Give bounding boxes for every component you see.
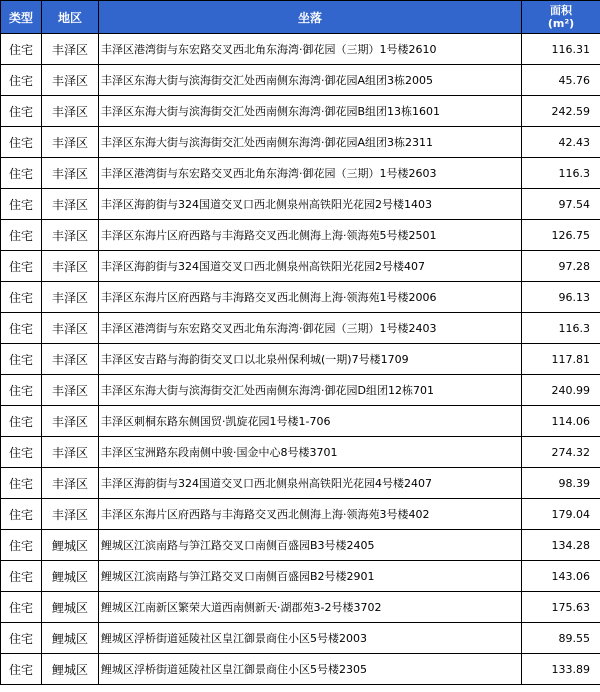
cell-type: 住宅 bbox=[1, 282, 42, 313]
cell-district: 鲤城区 bbox=[42, 623, 99, 654]
table-body bbox=[1, 34, 600, 685]
cell-area: 45.76 bbox=[522, 65, 600, 96]
cell-address: 丰泽区刺桐东路东侧国贸·凯旋花园1号楼1-706 bbox=[99, 406, 522, 437]
cell-district: 丰泽区 bbox=[42, 65, 99, 96]
cell-address: 丰泽区东海大街与滨海街交汇处西南侧东海湾·御花园B组团13栋1601 bbox=[99, 96, 522, 127]
cell-type: 住宅 bbox=[1, 34, 42, 65]
cell-area: 98.39 bbox=[522, 468, 600, 499]
cell-area: 242.59 bbox=[522, 96, 600, 127]
cell-address: 丰泽区东海大街与滨海街交汇处西南侧东海湾·御花园A组团3栋2311 bbox=[99, 127, 522, 158]
cell-area: 133.89 bbox=[522, 654, 600, 685]
cell-district: 丰泽区 bbox=[42, 220, 99, 251]
cell-area: 114.06 bbox=[522, 406, 600, 437]
header-address: 坐落 bbox=[99, 1, 522, 34]
cell-district: 丰泽区 bbox=[42, 251, 99, 282]
table-row bbox=[1, 375, 600, 406]
cell-district: 丰泽区 bbox=[42, 158, 99, 189]
cell-address: 丰泽区东海大街与滨海街交汇处西南侧东海湾·御花园D组团12栋701 bbox=[99, 375, 522, 406]
cell-address: 丰泽区海韵街与324国道交叉口西北侧泉州高铁阳光花园4号楼2407 bbox=[99, 468, 522, 499]
cell-area: 240.99 bbox=[522, 375, 600, 406]
cell-type: 住宅 bbox=[1, 623, 42, 654]
cell-area: 117.81 bbox=[522, 344, 600, 375]
header-district: 地区 bbox=[42, 1, 99, 34]
cell-type: 住宅 bbox=[1, 437, 42, 468]
cell-address: 丰泽区港湾街与东宏路交叉西北角东海湾·御花园（三期）1号楼2603 bbox=[99, 158, 522, 189]
cell-area: 97.54 bbox=[522, 189, 600, 220]
table-row bbox=[1, 282, 600, 313]
cell-type: 住宅 bbox=[1, 96, 42, 127]
cell-district: 丰泽区 bbox=[42, 468, 99, 499]
table-row bbox=[1, 127, 600, 158]
cell-district: 丰泽区 bbox=[42, 189, 99, 220]
cell-address: 鲤城区江滨南路与笋江路交叉口南侧百盛园B3号楼2405 bbox=[99, 530, 522, 561]
cell-address: 丰泽区宝洲路东段南侧中骏·国金中心8号楼3701 bbox=[99, 437, 522, 468]
cell-district: 丰泽区 bbox=[42, 34, 99, 65]
header-area-unit: (m²) bbox=[547, 17, 575, 30]
table-row bbox=[1, 34, 600, 65]
table-row bbox=[1, 220, 600, 251]
cell-area: 97.28 bbox=[522, 251, 600, 282]
header-area bbox=[522, 1, 600, 34]
table-header bbox=[1, 1, 600, 34]
cell-type: 住宅 bbox=[1, 530, 42, 561]
header-row bbox=[1, 1, 600, 34]
table-row bbox=[1, 530, 600, 561]
cell-type: 住宅 bbox=[1, 189, 42, 220]
cell-district: 丰泽区 bbox=[42, 96, 99, 127]
cell-area: 126.75 bbox=[522, 220, 600, 251]
table-row bbox=[1, 251, 600, 282]
table-row bbox=[1, 65, 600, 96]
table-row bbox=[1, 158, 600, 189]
table-row bbox=[1, 96, 600, 127]
cell-type: 住宅 bbox=[1, 158, 42, 189]
table-row bbox=[1, 313, 600, 344]
cell-area: 175.63 bbox=[522, 592, 600, 623]
table-row bbox=[1, 189, 600, 220]
cell-address: 鲤城区江南新区繁荣大道西南侧新天·湖郡苑3-2号楼3702 bbox=[99, 592, 522, 623]
cell-address: 鲤城区江滨南路与笋江路交叉口南侧百盛园B2号楼2901 bbox=[99, 561, 522, 592]
cell-address: 丰泽区东海片区府西路与丰海路交叉西北侧海上海·领海苑1号楼2006 bbox=[99, 282, 522, 313]
table-row bbox=[1, 654, 600, 685]
cell-area: 96.13 bbox=[522, 282, 600, 313]
cell-district: 鲤城区 bbox=[42, 561, 99, 592]
cell-address: 鲤城区浮桥街道延陵社区皇江御景商住小区5号楼2003 bbox=[99, 623, 522, 654]
cell-district: 丰泽区 bbox=[42, 375, 99, 406]
cell-address: 丰泽区东海片区府西路与丰海路交叉西北侧海上海·领海苑3号楼402 bbox=[99, 499, 522, 530]
table-row bbox=[1, 499, 600, 530]
cell-district: 鲤城区 bbox=[42, 530, 99, 561]
cell-address: 丰泽区东海片区府西路与丰海路交叉西北侧海上海·领海苑5号楼2501 bbox=[99, 220, 522, 251]
cell-area: 116.31 bbox=[522, 34, 600, 65]
cell-district: 丰泽区 bbox=[42, 344, 99, 375]
cell-type: 住宅 bbox=[1, 65, 42, 96]
cell-type: 住宅 bbox=[1, 220, 42, 251]
cell-district: 丰泽区 bbox=[42, 282, 99, 313]
table-row bbox=[1, 561, 600, 592]
cell-district: 丰泽区 bbox=[42, 437, 99, 468]
cell-address: 丰泽区海韵街与324国道交叉口西北侧泉州高铁阳光花园2号楼1403 bbox=[99, 189, 522, 220]
cell-type: 住宅 bbox=[1, 468, 42, 499]
cell-area: 179.04 bbox=[522, 499, 600, 530]
table-row bbox=[1, 623, 600, 654]
cell-type: 住宅 bbox=[1, 499, 42, 530]
cell-district: 丰泽区 bbox=[42, 499, 99, 530]
cell-district: 鲤城区 bbox=[42, 592, 99, 623]
cell-area: 116.3 bbox=[522, 158, 600, 189]
cell-type: 住宅 bbox=[1, 127, 42, 158]
cell-area: 143.06 bbox=[522, 561, 600, 592]
cell-area: 89.55 bbox=[522, 623, 600, 654]
cell-area: 134.28 bbox=[522, 530, 600, 561]
header-area-label: 面积 bbox=[550, 4, 572, 17]
cell-type: 住宅 bbox=[1, 592, 42, 623]
cell-area: 42.43 bbox=[522, 127, 600, 158]
cell-type: 住宅 bbox=[1, 313, 42, 344]
cell-area: 116.3 bbox=[522, 313, 600, 344]
table-row bbox=[1, 406, 600, 437]
table-row bbox=[1, 468, 600, 499]
cell-district: 丰泽区 bbox=[42, 406, 99, 437]
cell-address: 丰泽区港湾街与东宏路交叉西北角东海湾·御花园（三期）1号楼2610 bbox=[99, 34, 522, 65]
cell-type: 住宅 bbox=[1, 654, 42, 685]
header-type: 类型 bbox=[1, 1, 42, 34]
table-row bbox=[1, 344, 600, 375]
cell-address: 丰泽区东海大街与滨海街交汇处西南侧东海湾·御花园A组团3栋2005 bbox=[99, 65, 522, 96]
table-row bbox=[1, 592, 600, 623]
cell-district: 鲤城区 bbox=[42, 654, 99, 685]
cell-type: 住宅 bbox=[1, 375, 42, 406]
cell-district: 丰泽区 bbox=[42, 127, 99, 158]
cell-type: 住宅 bbox=[1, 406, 42, 437]
cell-address: 鲤城区浮桥街道延陵社区皇江御景商住小区5号楼2305 bbox=[99, 654, 522, 685]
cell-district: 丰泽区 bbox=[42, 313, 99, 344]
cell-type: 住宅 bbox=[1, 251, 42, 282]
cell-area: 274.32 bbox=[522, 437, 600, 468]
cell-type: 住宅 bbox=[1, 344, 42, 375]
table-row bbox=[1, 437, 600, 468]
cell-address: 丰泽区港湾街与东宏路交叉西北角东海湾·御花园（三期）1号楼2403 bbox=[99, 313, 522, 344]
cell-address: 丰泽区安吉路与海韵街交叉口以北泉州保利城(一期)7号楼1709 bbox=[99, 344, 522, 375]
cell-type: 住宅 bbox=[1, 561, 42, 592]
cell-address: 丰泽区海韵街与324国道交叉口西北侧泉州高铁阳光花园2号楼407 bbox=[99, 251, 522, 282]
